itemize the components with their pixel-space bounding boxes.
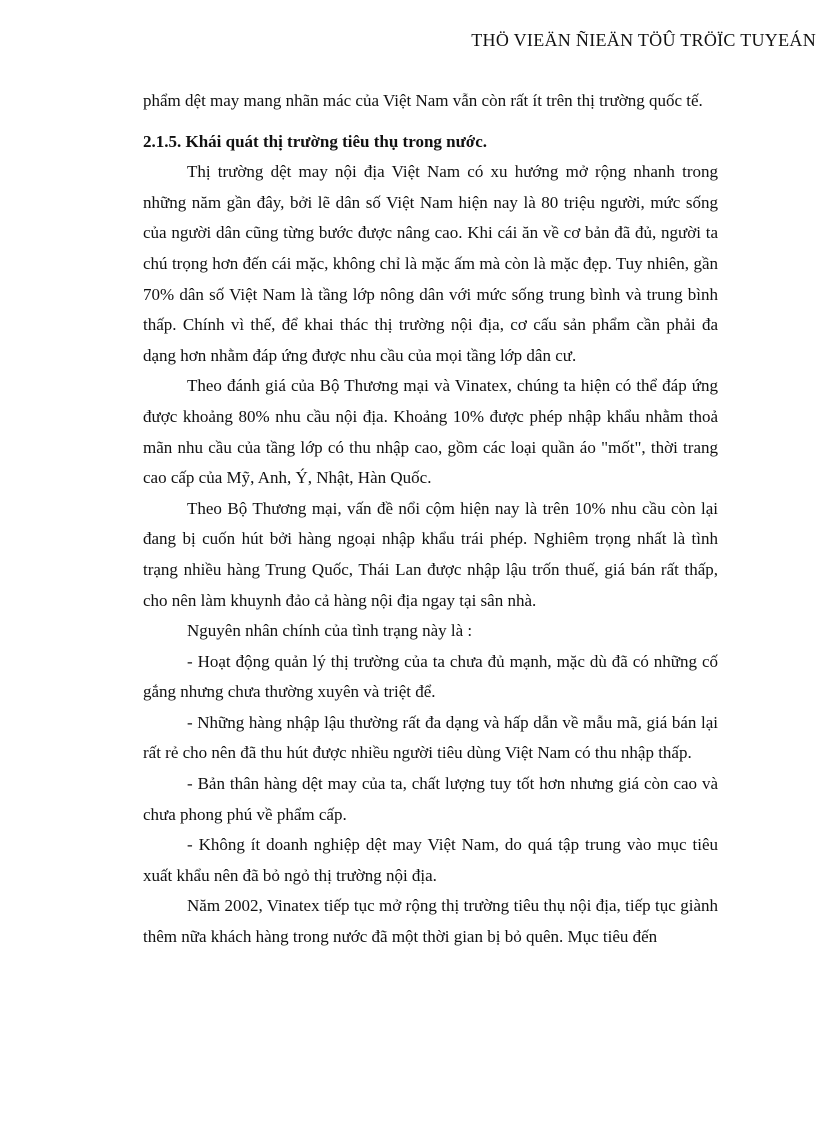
paragraph-ministry-assessment: Theo đánh giá của Bộ Thương mại và Vinatex, chúng ta hiện có thể đáp ứng được khoảng 80% nhu cầu nội địa. Khoảng 10% được phép nhập khẩu nhằm thoả mãn nhu cầu của tầng lớp có thu nhập cao, gồm các loại quần áo "mốt", thời trang cao cấp của Mỹ, Anh, Ý, Nhật, Hàn Quốc. <box>143 376 718 488</box>
section-heading: 2.1.5. Khái quát thị trường tiêu thụ trong nước. <box>143 131 488 151</box>
bullet-export-focus: - Không ít doanh nghiệp dệt may Việt Nam, do quá tập trung vào mục tiêu xuất khẩu nên đã bỏ ngỏ thị trường nội địa. <box>143 835 718 885</box>
bullet-market-management: - Hoạt động quản lý thị trường của ta chưa đủ mạnh, mặc dù đã có những cố gắng nhưng chưa thường xuyên và triệt để. <box>143 651 718 702</box>
paragraph-vinatex-2002: Năm 2002, Vinatex tiếp tục mở rộng thị trường tiêu thụ nội địa, tiếp tục giành thêm nữa khách hàng trong nước đã một thời gian bị bỏ quên. Mục tiêu đến <box>143 896 718 947</box>
paragraph-causes-intro: Nguyên nhân chính của tình trạng này là : <box>187 621 473 641</box>
intro-paragraph: phẩm dệt may mang nhãn mác của Việt Nam vẫn còn rất ít trên thị trường quốc tế. <box>143 91 703 110</box>
page-header: THÖ VIEÄN ÑIEÄN TÖÛ TRÖÏC TUYEÁN <box>471 30 816 50</box>
document-body <box>143 86 718 953</box>
bullet-domestic-goods: - Bản thân hàng dệt may của ta, chất lượng tuy tốt hơn nhưng giá còn cao và chưa phong phú về phẩm cấp. <box>143 774 718 824</box>
paragraph-smuggling-issue: Theo Bộ Thương mại, vấn đề nổi cộm hiện nay là trên 10% nhu cầu còn lại đang bị cuốn hút bởi hàng ngoại nhập khẩu trái phép. Nghiêm trọng nhất là tình trạng nhiều hàng Trung Quốc, Thái Lan được nhập lậu trốn thuế, giá bán rất thấp, cho nên làm khuynh đảo cả hàng nội địa ngay tại sân nhà. <box>143 498 718 610</box>
paragraph-market-overview: Thị trường dệt may nội địa Việt Nam có xu hướng mở rộng nhanh trong những năm gần đây, bởi lẽ dân số Việt Nam hiện nay là 80 triệu người, mức sống của người dân cũng từng bước được nâng cao. Khi cái ăn về cơ bản đã đủ, người ta chú trọng hơn đến cái mặc, không chỉ là mặc ấm mà còn là mặc đẹp. Tuy nhiên, gần 70% dân số Việt Nam là tầng lớp nông dân với mức sống trung bình và trung bình thấp. Chính vì thế, để khai thác thị trường nội địa, cơ cấu sản phẩm cần phải đa dạng hơn nhằm đáp ứng được nhu cầu của mọi tầng lớp dân cư. <box>143 162 718 365</box>
bullet-smuggled-goods: - Những hàng nhập lậu thường rất đa dạng và hấp dẫn về mẫu mã, giá bán lại rất rẻ cho nên đã thu hút được nhiều người tiêu dùng Việt Nam có thu nhập thấp. <box>143 712 718 763</box>
